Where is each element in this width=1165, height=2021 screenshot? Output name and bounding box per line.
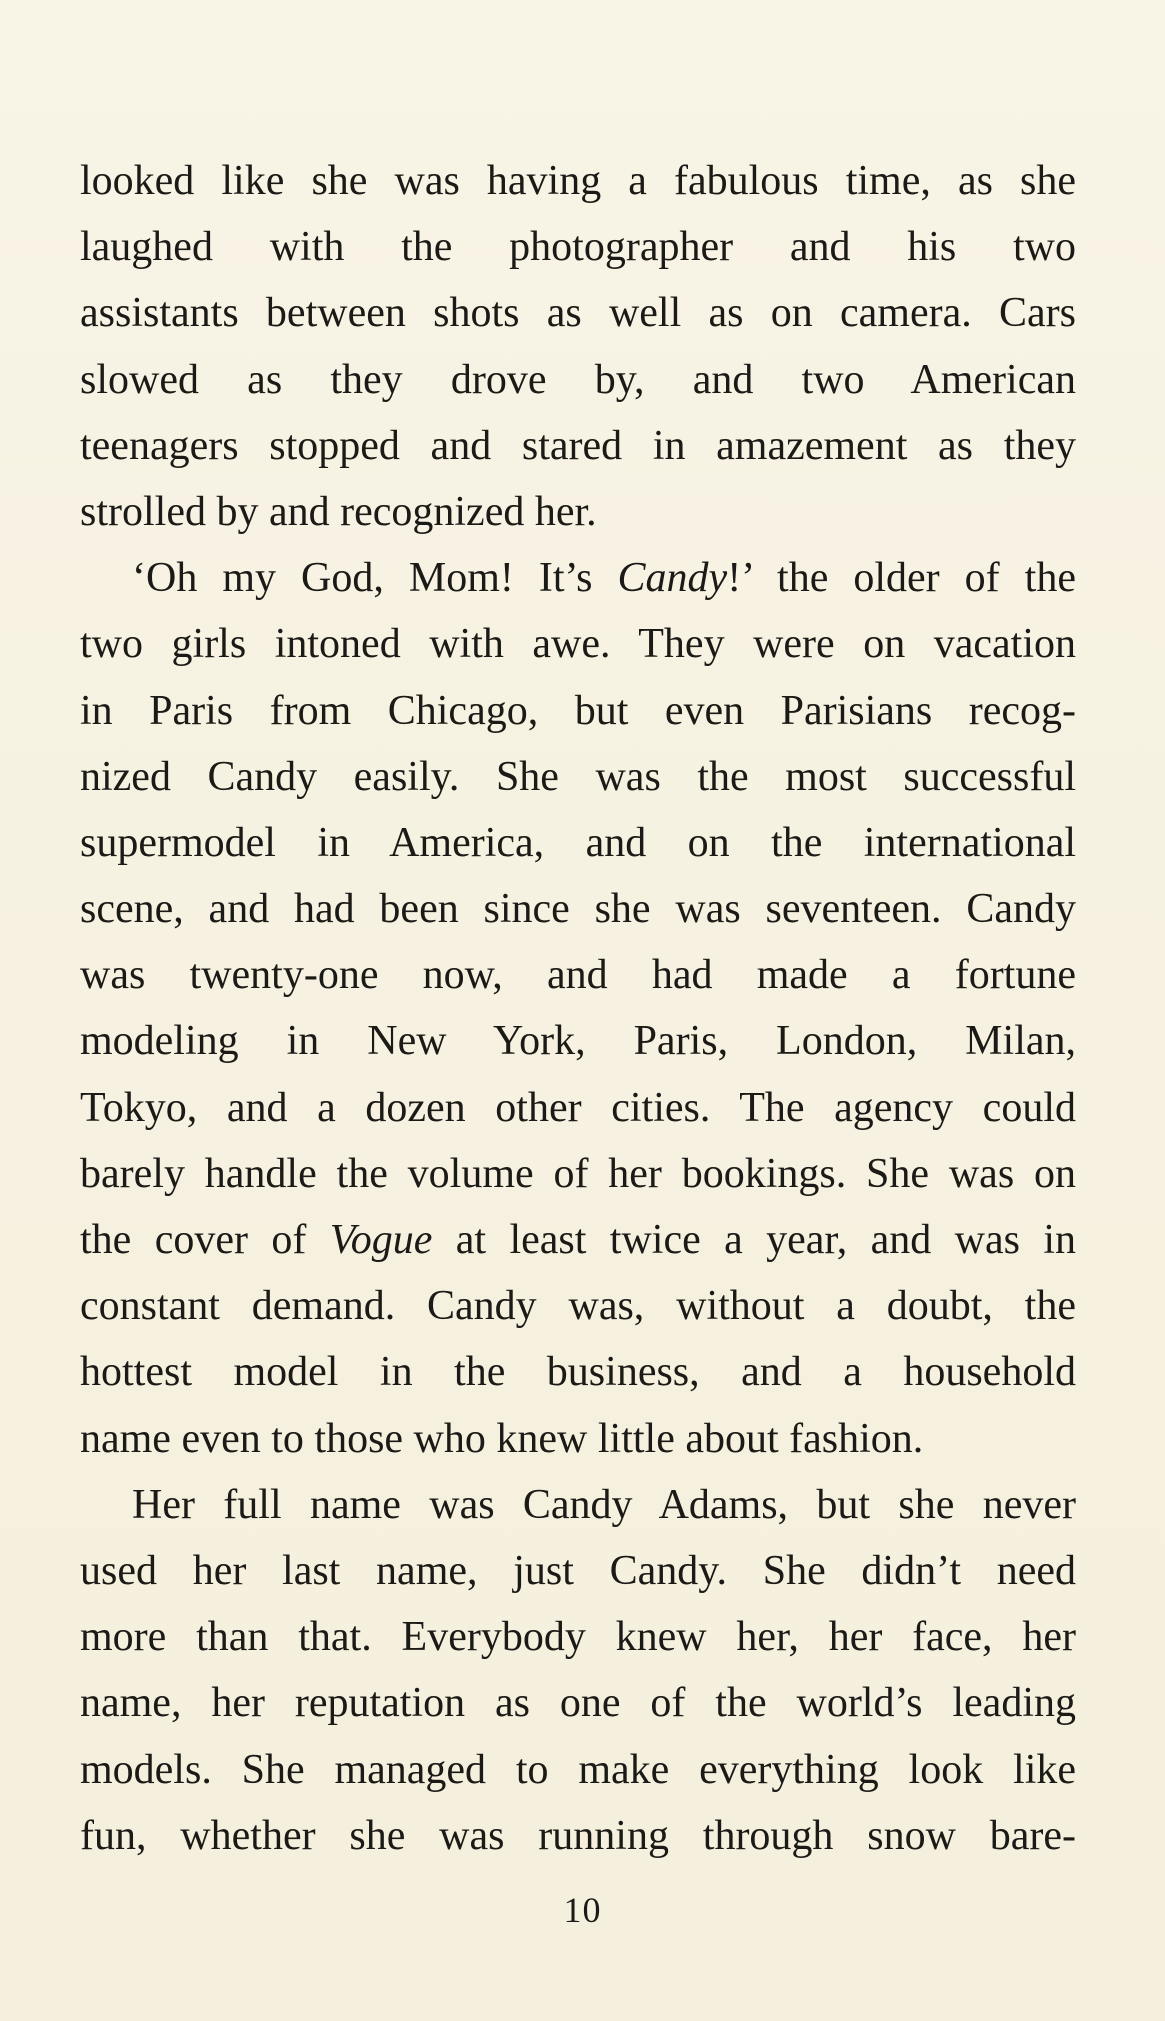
- text-line: used her last name, just Candy. She didn’t need: [80, 1547, 1076, 1594]
- text-line: looked like she was having a fabulous time, as she: [80, 158, 1076, 204]
- paragraph-3: [80, 1472, 1076, 1869]
- page-number: 10: [563, 1890, 602, 1930]
- text-line: ‘Oh my God, Mom! It’s Candy!’ the older of the: [132, 555, 1076, 602]
- body-text: [80, 148, 1076, 1869]
- text-line: Tokyo, and a dozen other cities. The agency could: [80, 1084, 1076, 1131]
- text-line: name, her reputation as one of the world’s leading: [80, 1680, 1076, 1727]
- text-line: models. She managed to make everything look like: [80, 1746, 1076, 1793]
- text-line: laughed with the photographer and his two: [80, 224, 1076, 271]
- text-line: name even to those who knew little about fashion.: [80, 1415, 924, 1462]
- text-line: the cover of Vogue at least twice a year, and was in: [80, 1217, 1076, 1263]
- paragraph-2: [80, 545, 1076, 1472]
- text-line: supermodel in America, and on the international: [80, 819, 1076, 866]
- italic-title: Candy: [617, 555, 728, 602]
- text-line: constant demand. Candy was, without a doubt, the: [80, 1283, 1076, 1330]
- text-line: in Paris from Chicago, but even Parisians recog-: [80, 687, 1076, 734]
- text-line: slowed as they drove by, and two American: [80, 356, 1076, 403]
- text-line: nized Candy easily. She was the most successful: [80, 753, 1076, 800]
- text-line: Her full name was Candy Adams, but she never: [132, 1481, 1076, 1528]
- text-line: was twenty-one now, and had made a fortune: [80, 952, 1076, 999]
- text-line: hottest model in the business, and a household: [80, 1349, 1076, 1396]
- text-line: assistants between shots as well as on camera. Cars: [80, 290, 1076, 337]
- text-line: barely handle the volume of her bookings. She was on: [80, 1150, 1076, 1197]
- text-line: fun, whether she was running through snow bare-: [80, 1812, 1076, 1859]
- text-line: more than that. Everybody knew her, her face, her: [80, 1614, 1076, 1661]
- text-line: scene, and had been since she was seventeen. Candy: [80, 886, 1076, 933]
- paragraph-1: [80, 148, 1076, 545]
- text-line: modeling in New York, Paris, London, Milan,: [80, 1018, 1076, 1065]
- text-line: strolled by and recognized her.: [80, 488, 597, 535]
- italic-title: Vogue: [329, 1217, 433, 1263]
- text-line: two girls intoned with awe. They were on vacation: [80, 621, 1076, 668]
- text-line: teenagers stopped and stared in amazement as they: [80, 422, 1076, 469]
